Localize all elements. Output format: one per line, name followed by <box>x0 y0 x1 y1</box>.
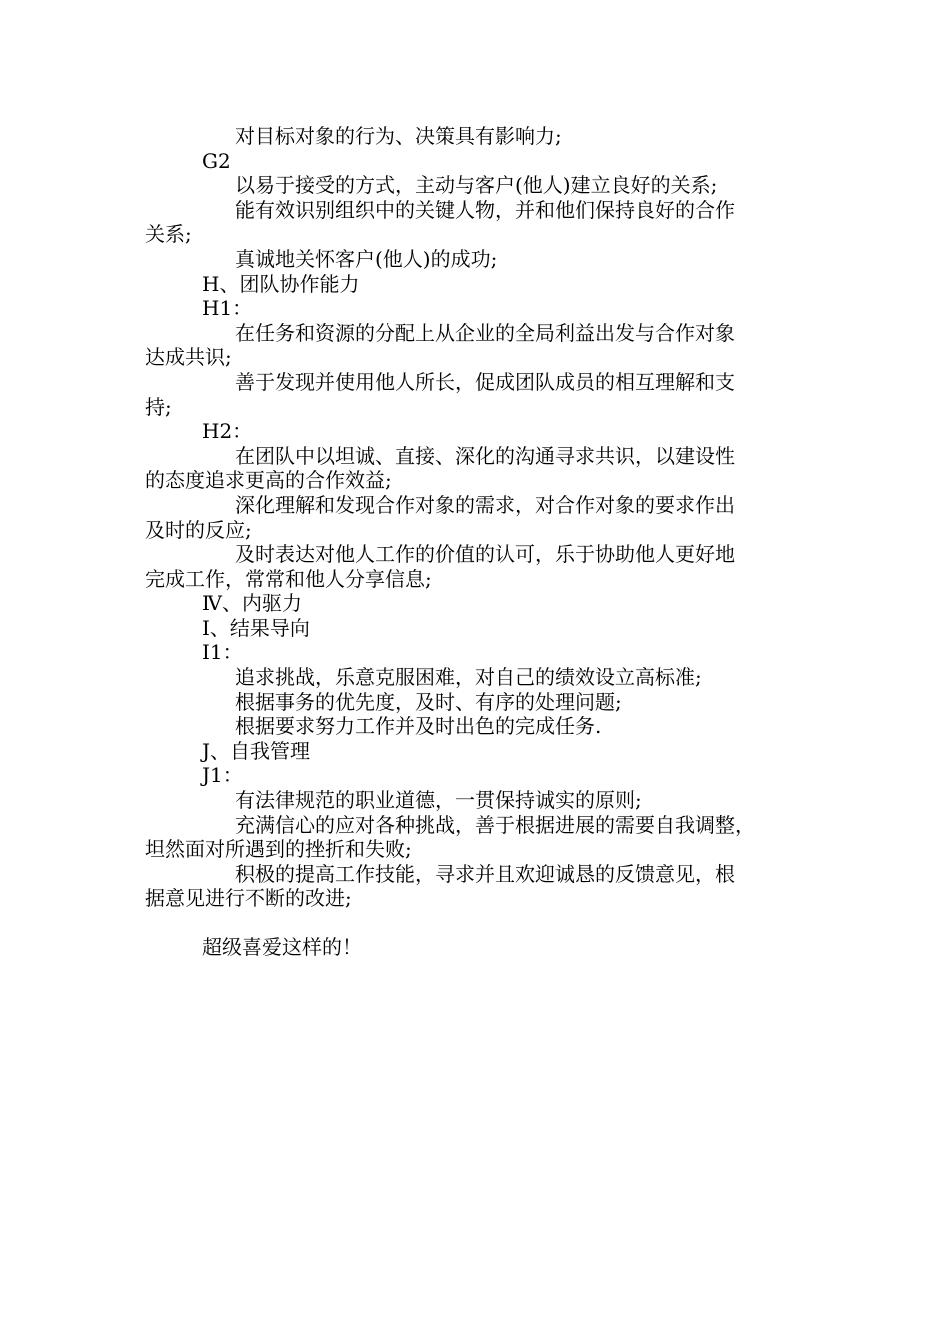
section-heading: Ⅳ、内驱力 <box>202 591 302 616</box>
text-line: 及时表达对他人工作的价值的认可，乐于协助他人更好地 <box>235 542 735 567</box>
text-line: 追求挑战，乐意克服困难，对自己的绩效设立高标准; <box>235 665 702 690</box>
text-line: 能有效识别组织中的关键人物，并和他们保持良好的合作 <box>235 197 735 222</box>
text-line: 善于发现并使用他人所长，促成团队成员的相互理解和支 <box>235 369 735 394</box>
section-heading: I1： <box>202 640 243 665</box>
text-line: 根据要求努力工作并及时出色的完成任务. <box>235 714 602 739</box>
text-line: 以易于接受的方式，主动与客户(他人)建立良好的关系; <box>235 173 718 198</box>
text-line: 坦然面对所遇到的挫折和失败; <box>145 837 412 862</box>
text-line: 充满信心的应对各种挑战，善于根据进展的需要自我调整， <box>235 812 755 837</box>
text-line: 真诚地关怀客户(他人)的成功; <box>235 246 498 271</box>
text-line: 在任务和资源的分配上从企业的全局利益出发与合作对象 <box>235 320 735 345</box>
blank-line <box>145 911 810 935</box>
section-heading: G2 <box>202 148 231 173</box>
text-line: 达成共识; <box>145 345 232 370</box>
section-heading: I、结果导向 <box>202 615 310 640</box>
text-line: 据意见进行不断的改进; <box>145 886 352 911</box>
text-line: 完成工作，常常和他人分享信息; <box>145 566 432 591</box>
document-body <box>145 124 810 960</box>
text-line: 有法律规范的职业道德，一贯保持诚实的原则; <box>235 788 642 813</box>
text-line: 及时的反应; <box>145 517 252 542</box>
section-heading: J、自我管理 <box>202 738 311 763</box>
text-line: 深化理解和发现合作对象的需求，对合作对象的要求作出 <box>235 492 735 517</box>
text-line: 根据事务的优先度，及时、有序的处理问题; <box>235 689 622 714</box>
closing-line: 超级喜爱这样的！ <box>202 935 362 959</box>
text-line: 积极的提高工作技能，寻求并且欢迎诚恳的反馈意见，根 <box>235 861 735 886</box>
text-line: 关系; <box>145 222 192 247</box>
section-heading: H、团队协作能力 <box>202 271 360 296</box>
text-line: 的态度追求更高的合作效益; <box>145 468 392 493</box>
text-line: 在团队中以坦诚、直接、深化的沟通寻求共识，以建设性 <box>235 443 735 468</box>
text-line: 对目标对象的行为、决策具有影响力; <box>235 124 562 148</box>
section-heading: H2： <box>202 419 253 444</box>
section-heading: H1： <box>202 296 253 321</box>
text-line: 持; <box>145 394 172 419</box>
section-heading: J1： <box>202 763 243 788</box>
